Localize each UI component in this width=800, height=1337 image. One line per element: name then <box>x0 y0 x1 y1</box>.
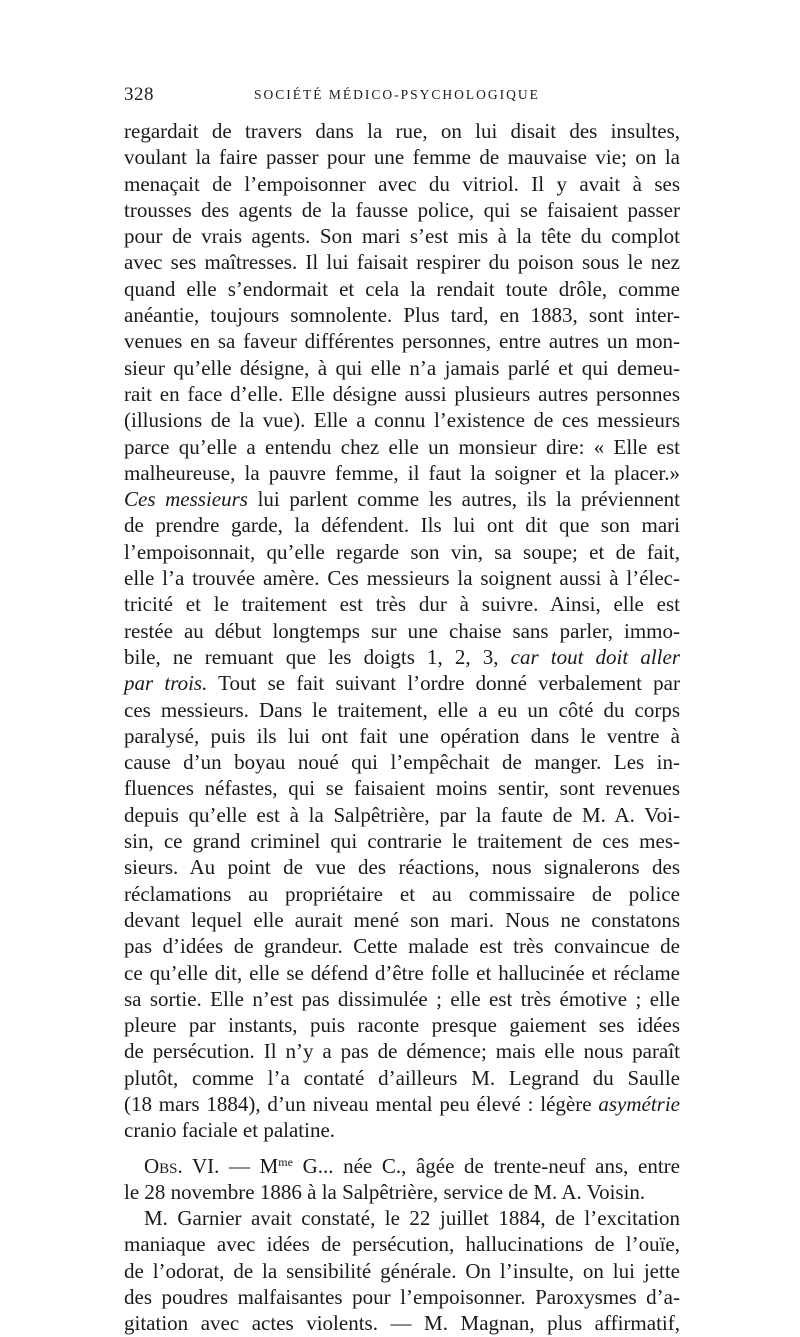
text-line: menaçait de l’empoisonner avec du vitriol. Il y avait à ses <box>124 171 680 196</box>
text-line: devant lequel elle aurait mené son mari. Nous ne constatons <box>124 907 680 932</box>
text-line: anéantie, toujours somnolente. Plus tard, en 1883, sont inter- <box>124 303 680 328</box>
text-line: ce qu’elle dit, elle se défend d’être folle et hallucinée et réclame <box>124 960 680 985</box>
text-line: réclamations au propriétaire et au commissaire de police <box>124 881 680 906</box>
text-line: rait en face d’elle. Elle désigne aussi plusieurs autres personnes <box>124 381 680 406</box>
text-line: venues en sa faveur différentes personnes, entre autres un mon- <box>124 329 680 354</box>
text-line: avec ses maîtresses. Il lui faisait respirer du poison sous le nez <box>124 250 680 275</box>
running-title: SOCIÉTÉ MÉDICO-PSYCHOLOGIQUE <box>254 87 540 102</box>
running-head <box>124 84 680 118</box>
text-run: (18 mars 1884), d’un niveau mental peu élevé : légère <box>124 1091 599 1116</box>
text-line: M. Garnier avait constaté, le 22 juillet 1884, de l’excitation <box>144 1206 680 1231</box>
text-line: cause d’un boyau noué qui l’empêchait de manger. Les in- <box>124 750 680 775</box>
paragraph-observation-v <box>124 118 680 1144</box>
text-line <box>124 644 680 670</box>
text-line: sieur qu’elle désigne, à qui elle n’a jamais parlé et qui demeu- <box>124 355 680 380</box>
text-line: pour de vrais agents. Son mari s’est mis à la tête du complot <box>124 224 680 249</box>
text-line: regardait de travers dans la rue, on lui disait des insultes, <box>124 119 680 143</box>
italic-phrase: par trois. <box>124 671 208 696</box>
paragraph-garnier <box>124 1205 680 1336</box>
text-line: de l’odorat, de la sensibilité générale. On l’insulte, on lui jette <box>124 1258 680 1283</box>
text-line: trousses des agents de la fausse police, qui se faisaient passer <box>124 197 680 222</box>
paragraph-observation-vi <box>124 1153 680 1206</box>
observation-heading-line <box>124 1153 680 1179</box>
text-line: malheureuse, la pauvre femme, il faut la soigner et la placer.» <box>124 460 680 485</box>
text-run: G... née C., âgée de trente-neuf ans, entre <box>292 1153 680 1178</box>
text-run: Tout se fait suivant l’ordre donné verbalement par <box>207 671 680 696</box>
text-run: — M <box>219 1153 279 1178</box>
text-line: tricité et le traitement est très dur à suivre. Ainsi, elle est <box>124 592 680 617</box>
italic-phrase: asymétrie <box>598 1091 680 1116</box>
text-line: paralysé, puis ils lui ont fait une opération dans le ventre à <box>124 723 680 748</box>
text-line: parce qu’elle a entendu chez elle un monsieur dire: « Elle est <box>124 434 680 459</box>
text-run: lui parlent comme les autres, ils la préviennent <box>247 487 680 512</box>
text-line: maniaque avec idées de persécution, hallucinations de l’ouïe, <box>124 1232 680 1257</box>
text-line: cranio faciale et palatine. <box>124 1118 336 1143</box>
text-line: le 28 novembre 1886 à la Salpêtrière, service de M. A. Voisin. <box>124 1179 646 1204</box>
text-line: des poudres malfaisantes pour l’empoisonner. Paroxysmes d’a- <box>124 1285 680 1310</box>
text-line <box>124 486 680 512</box>
italic-phrase: Ces messieurs <box>124 487 248 512</box>
body-text <box>124 118 680 1337</box>
text-line: depuis qu’elle est à la Salpêtrière, par la faute de M. A. Voi- <box>124 802 680 827</box>
text-line: l’empoisonnait, qu’elle regarde son vin, sa soupe; et de fait, <box>124 539 680 564</box>
italic-phrase: car tout doit aller <box>510 644 680 669</box>
text-line: restée au début longtemps sur une chaise sans parler, immo- <box>124 618 680 643</box>
text-line: quand elle s’endormait et cela la rendait toute drôle, comme <box>124 276 680 301</box>
text-line: gitation avec actes violents. — M. Magnan, plus affirmatif, <box>124 1311 680 1336</box>
text-line: voulant la faire passer pour une femme de mauvaise vie; on la <box>124 145 680 170</box>
text-run: bile, ne remuant que les doigts 1, 2, 3, <box>124 644 511 669</box>
text-line: de prendre garde, la défendent. Ils lui ont dit que son mari <box>124 513 680 538</box>
superscript: me <box>278 1154 293 1169</box>
paragraph-gap <box>124 1144 680 1153</box>
text-line: ces messieurs. Dans le traitement, elle a eu un côté du corps <box>124 697 680 722</box>
text-line: pas d’idées de grandeur. Cette malade est très convaincue de <box>124 934 680 959</box>
text-line: sin, ce grand criminel qui contrarie le traitement de ces mes- <box>124 829 680 854</box>
text-line: elle l’a trouvée amère. Ces messieurs la soignent aussi à l’élec- <box>124 566 680 591</box>
text-line: de persécution. Il n’y a pas de démence; mais elle nous paraît <box>124 1039 680 1064</box>
text-line <box>124 1091 680 1117</box>
text-line: (illusions de la vue). Elle a connu l’existence de ces messieurs <box>124 408 680 433</box>
page-number: 328 <box>124 84 154 105</box>
text-line: plutôt, comme l’a contaté d’ailleurs M. Legrand du Saulle <box>124 1065 680 1090</box>
text-line <box>124 670 680 696</box>
text-line: fluences néfastes, qui se faisaient moins sentir, sont revenues <box>124 776 680 801</box>
text-line: pleure par instants, puis raconte presque gaiement ses idées <box>124 1013 680 1038</box>
book-page <box>124 84 680 1337</box>
text-line: sa sortie. Elle n’est pas dissimulée ; elle est très émotive ; elle <box>124 986 680 1011</box>
text-line: sieurs. Au point de vue des réactions, nous signalerons des <box>124 855 680 880</box>
observation-label: Obs. VI. <box>144 1153 220 1178</box>
